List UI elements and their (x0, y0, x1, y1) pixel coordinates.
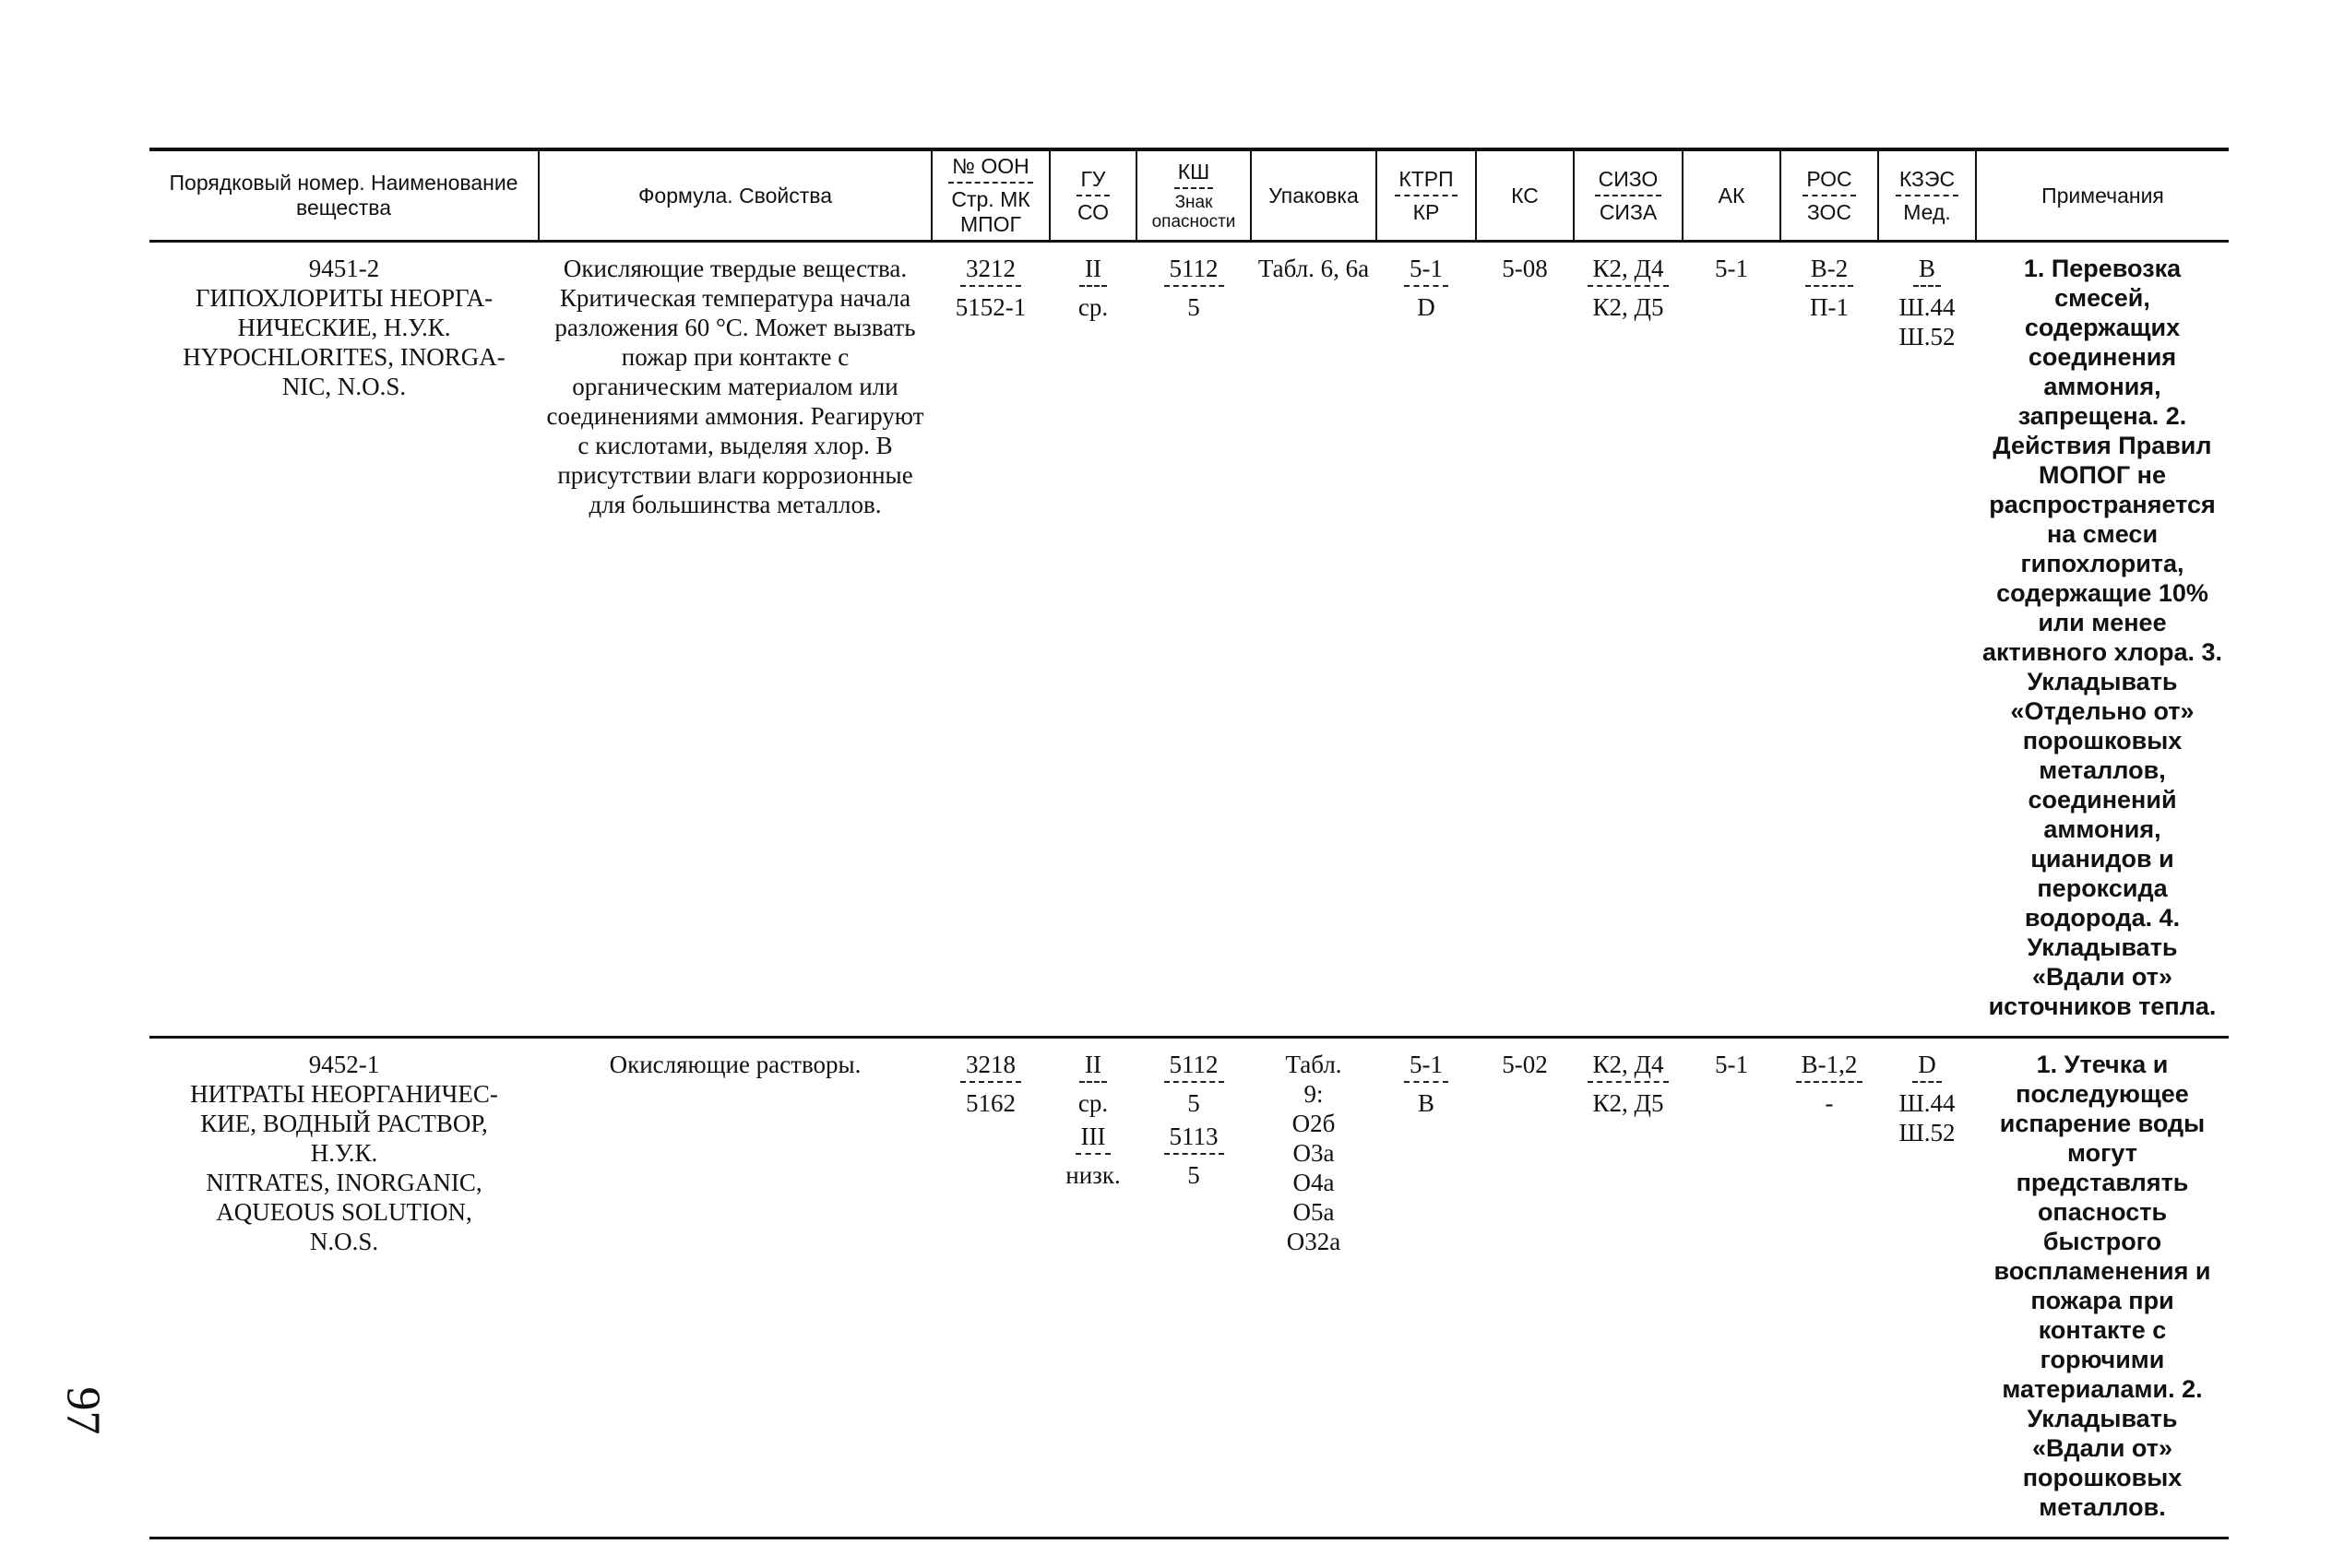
header-formula-label: Формула. Свойства (637, 183, 833, 208)
packing-line: 9: (1303, 1080, 1324, 1108)
ks-cell (1476, 242, 1574, 1038)
ros-code: В-1,2 (1796, 1050, 1863, 1083)
kzes-cell (1878, 242, 1976, 1038)
siza-code: К2, Д5 (1592, 1089, 1664, 1117)
mopog-number: 5152-1 (955, 293, 1027, 321)
classification-code: 5112 (1164, 254, 1224, 287)
substance-name-line: ГИПОХЛОРИТЫ НЕОРГА- (195, 284, 494, 312)
notes-text: 1. Утечка и последующее испарение воды могут представлять опасность быстрого воспламенения и пожара при контакте с горючими материалами. 2. Укладывать «Вдали от» порошковых металлов. (1993, 1051, 2211, 1521)
substance-name-cell (149, 1038, 539, 1538)
sizo-cell (1574, 242, 1683, 1038)
substance-name-line: НИТРАТЫ НЕОРГАНИЧЕС- (190, 1080, 498, 1108)
kzes-cell (1878, 1038, 1976, 1538)
sizo-code: К2, Д4 (1588, 254, 1670, 287)
header-name (149, 149, 539, 242)
ros-cell (1780, 242, 1878, 1038)
header-sizo (1574, 149, 1683, 242)
med-code: Ш.44 (1898, 293, 1956, 321)
packing-group: II (1079, 1050, 1107, 1083)
ksh-cell (1136, 1038, 1251, 1538)
substance-id: 9451-2 (308, 255, 380, 282)
packing-line: О4а (1292, 1169, 1335, 1196)
header-kzes-bot: Мед. (1903, 199, 1951, 224)
page-number: 97 (56, 1386, 110, 1435)
ksh-cell (1136, 242, 1251, 1038)
properties-cell (539, 1038, 932, 1538)
header-ks-label: КС (1511, 183, 1539, 208)
header-notes (1976, 149, 2229, 242)
pack-cell (1251, 1038, 1376, 1538)
mopog-number: 5162 (966, 1089, 1016, 1117)
med-code: Ш.52 (1898, 323, 1956, 350)
danger-degree: низк. (1065, 1161, 1121, 1189)
properties-text: Окисляющие растворы. (609, 1051, 862, 1078)
packing-line: О2б (1291, 1110, 1336, 1137)
kzes-code: D (1912, 1050, 1942, 1083)
ktrp-code: 5-1 (1404, 1050, 1448, 1083)
header-gu (1050, 149, 1136, 242)
header-ak (1683, 149, 1780, 242)
header-un-bot: МПОГ (959, 212, 1022, 236)
substance-name-line: НИЧЕСКИЕ, Н.У.К. (237, 314, 451, 341)
ktrp-cell (1376, 242, 1476, 1038)
header-name-label: Порядковый номер. Наименование вещества (169, 171, 518, 220)
header-un-mid: Стр. МК (951, 187, 1030, 211)
header-formula (539, 149, 932, 242)
properties-text: Окисляющие твердые вещества. Критическая температура начала разложения 60 °С. Может вызвать пожар при контакте с органическим материалом или соединениями аммония. Реагируют с кислотами, выделяя хлор. В присутствии влаги коррозионные для большинства металлов. (546, 255, 924, 518)
ktrp-code: 5-1 (1404, 254, 1448, 287)
dangerous-goods-table (149, 148, 2229, 1539)
substance-name-line: NIC, N.O.S. (281, 373, 407, 400)
un-number: 3218 (960, 1050, 1021, 1083)
header-sizo-bot: СИЗА (1599, 199, 1658, 224)
header-un-number (932, 149, 1050, 242)
header-gu-bot: СО (1077, 199, 1109, 224)
ros-cell (1780, 1038, 1878, 1538)
siza-code: К2, Д5 (1592, 293, 1664, 321)
danger-sign: 5 (1187, 1089, 1200, 1117)
table-header (149, 149, 2229, 242)
substance-name-line: NITRATES, INORGANIC, (206, 1169, 482, 1196)
ks-cell (1476, 1038, 1574, 1538)
gu-cell (1050, 242, 1136, 1038)
danger-degree: ср. (1077, 1089, 1109, 1117)
substance-name-line: N.O.S. (309, 1228, 379, 1255)
ros-code: В-2 (1805, 254, 1854, 287)
header-ksh (1136, 149, 1251, 242)
header-ktrp (1376, 149, 1476, 242)
med-code: Ш.44 (1898, 1089, 1956, 1117)
notes-text: 1. Перевозка смесей, содержащих соединения аммония, запрещена. 2. Действия Правил МОПОГ не распространяется на смеси гипохлорита, содержащие 10% или менее активного хлора. 3. Укладывать «Отдельно от» порошковых металлов, соединений аммония, цианидов и пероксида водорода. 4. Укладывать «Вдали от» источников тепла. (1982, 255, 2222, 1020)
sizo-cell (1574, 1038, 1683, 1538)
substance-name-line: Н.У.К. (310, 1139, 378, 1167)
ks-code: 5-08 (1502, 255, 1548, 282)
pack-cell (1251, 242, 1376, 1038)
ak-code: 5-1 (1715, 255, 1748, 282)
ak-code: 5-1 (1715, 1051, 1748, 1078)
header-ak-label: АК (1718, 183, 1745, 208)
header-sizo-top: СИЗО (1595, 167, 1662, 196)
header-ktrp-bot: КР (1412, 199, 1440, 224)
zos-code: - (1825, 1089, 1834, 1117)
un-number-cell (932, 1038, 1050, 1538)
header-ksh-top: КШ (1174, 160, 1213, 189)
un-number-cell (932, 242, 1050, 1038)
packing-line: О5а (1292, 1198, 1335, 1226)
substance-id: 9452-1 (308, 1051, 380, 1078)
danger-sign: 5 (1187, 293, 1200, 321)
header-ros (1780, 149, 1878, 242)
header-ks (1476, 149, 1574, 242)
kzes-code: В (1913, 254, 1941, 287)
kr-code: В (1417, 1089, 1434, 1117)
notes-cell (1976, 242, 2229, 1038)
header-un-top: № ООН (948, 154, 1032, 184)
packing-group: II (1079, 254, 1107, 287)
kr-code: D (1417, 293, 1435, 321)
table-row (149, 1038, 2229, 1538)
danger-sign: 5 (1187, 1161, 1200, 1189)
ks-code: 5-02 (1502, 1051, 1548, 1078)
header-ros-top: РОС (1803, 167, 1855, 196)
header-notes-label: Примечания (2041, 183, 2164, 208)
sizo-code: К2, Д4 (1588, 1050, 1670, 1083)
header-ksh-bot: Знак опасности (1151, 193, 1236, 232)
packing-group: III (1076, 1122, 1112, 1155)
header-kzes-top: КЗЭС (1896, 167, 1958, 196)
header-gu-top: ГУ (1077, 167, 1109, 196)
packing-line: О3а (1292, 1139, 1335, 1167)
classification-code: 5112 (1164, 1050, 1224, 1083)
med-code: Ш.52 (1898, 1119, 1956, 1146)
classification-code: 5113 (1164, 1122, 1224, 1155)
substance-name-line: КИЕ, ВОДНЫЙ РАСТВОР, (200, 1110, 488, 1137)
header-pack-label: Упаковка (1268, 183, 1359, 208)
header-kzes (1878, 149, 1976, 242)
packing-line: Табл. (1285, 1051, 1342, 1078)
substance-name-cell (149, 242, 539, 1038)
packing-line: О32а (1286, 1228, 1341, 1255)
header-pack (1251, 149, 1376, 242)
properties-cell (539, 242, 932, 1038)
un-number: 3212 (960, 254, 1021, 287)
header-ktrp-top: КТРП (1395, 167, 1457, 196)
gu-cell (1050, 1038, 1136, 1538)
substance-name-line: HYPOCHLORITES, INORGA- (183, 343, 506, 371)
packing-text: Табл. 6, 6а (1257, 255, 1370, 282)
substance-name-line: AQUEOUS SOLUTION, (216, 1198, 472, 1226)
notes-cell (1976, 1038, 2229, 1538)
danger-degree: ср. (1077, 293, 1109, 321)
ak-cell (1683, 1038, 1780, 1538)
ktrp-cell (1376, 1038, 1476, 1538)
zos-code: П-1 (1810, 293, 1849, 321)
ak-cell (1683, 242, 1780, 1038)
table-row (149, 242, 2229, 1038)
header-ros-bot: ЗОС (1806, 199, 1852, 224)
